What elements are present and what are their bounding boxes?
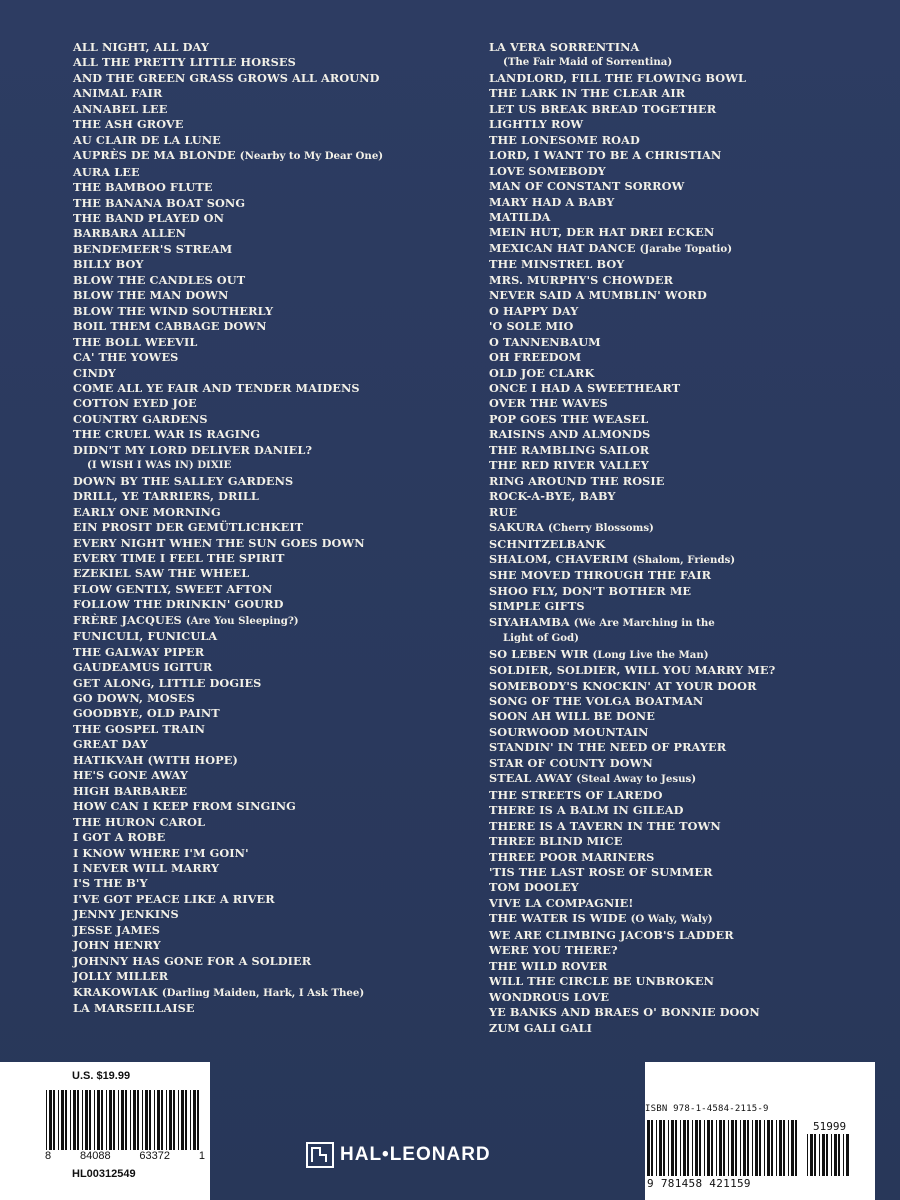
barcode-bar [764,1120,765,1176]
barcode-bar [190,1090,191,1150]
catalog-number: HL00312549 [72,1168,136,1180]
barcode-bar [185,1090,187,1150]
price-text: U.S. $19.99 [72,1070,131,1082]
song-title: SOURWOOD MOUNTAIN [489,724,649,739]
song-title: COTTON EYED JOE [73,396,197,411]
song-title: THE BANANA BOAT SONG [73,195,246,210]
barcode-bar [692,1120,693,1176]
song-title: SOLDIER, SOLDIER, WILL YOU MARRY ME? [489,663,776,678]
upc-digit-group: 84088 [79,1150,111,1162]
isbn-addon-number: 51999 [813,1120,847,1133]
song-title: DRILL, YE TARRIERS, DRILL [73,489,259,504]
song-title: ANIMAL FAIR [73,86,163,101]
song-title: THE HURON CAROL [73,814,206,829]
barcode-bar [671,1120,674,1176]
barcode-bar [834,1134,837,1176]
barcode-bar [46,1090,47,1150]
barcode-bar [810,1134,813,1176]
song-title: LOVE SOMEBODY [489,163,606,178]
barcode-bar [49,1090,52,1150]
barcode-bar [65,1090,67,1150]
song-title: AURA LEE [73,164,140,179]
song-title: EVERY NIGHT WHEN THE SUN GOES DOWN [73,535,365,550]
song-title: JOHN HENRY [73,938,161,953]
barcode-bar [106,1090,107,1150]
barcode-bar [53,1090,55,1150]
song-title: ALL NIGHT, ALL DAY [73,40,209,54]
barcode-bar [743,1120,746,1176]
song-title: STEAL AWAY (Steal Away to Jesus) [489,771,697,786]
song-title: ANNABEL LEE [73,101,168,116]
song-title: AUPRÈS DE MA BLONDE (Nearby to My Dear One) [73,148,384,163]
song-title: SHALOM, CHAVERIM (Shalom, Friends) [489,551,736,566]
barcode-bar [82,1090,83,1150]
barcode-bar [695,1120,698,1176]
barcode-bar [783,1120,785,1176]
song-title: EIN PROSIT DER GEMÜTLICHKEIT [73,520,304,535]
song-title: WERE YOU THERE? [489,943,618,958]
song-title: RING AROUND THE ROSIE [489,473,665,488]
song-title: MATILDA [489,209,551,224]
song-title: LET US BREAK BREAD TOGETHER [489,101,717,116]
song-title: JOLLY MILLER [73,969,169,984]
barcode-bar [687,1120,689,1176]
song-title: HATIKVAH (WITH HOPE) [73,752,238,767]
upc-digit-group: 63372 [139,1150,170,1162]
barcode-bar [169,1090,172,1150]
upc-digit-group: 1 [198,1150,205,1162]
barcode-bar [101,1090,103,1150]
song-title: SOMEBODY'S KNOCKIN' AT YOUR DOOR [489,678,757,693]
song-title: BILLY BOY [73,257,144,272]
barcode-bar [731,1120,734,1176]
song-title: LIGHTLY ROW [489,117,584,132]
song-title: THE WILD ROVER [489,958,608,973]
barcode-bar [826,1134,828,1176]
song-title: OH FREEDOM [489,350,582,365]
song-title: EVERY TIME I FEEL THE SPIRIT [73,550,285,565]
song-title: KRAKOWIAK (Darling Maiden, Hark, I Ask Thee) [73,984,365,999]
barcode-bar [767,1120,770,1176]
song-title: JESSE JAMES [73,922,161,937]
song-title: THE CRUEL WAR IS RAGING [73,427,261,442]
isbn-barcode-label [645,1062,875,1200]
barcode-bar [97,1090,100,1150]
barcode-bar [791,1120,794,1176]
song-title: SIYAHAMBA (We Are Marching in the [489,614,715,629]
song-title: LORD, I WANT TO BE A CHRISTIAN [489,148,722,163]
song-title: GO DOWN, MOSES [73,691,195,706]
barcode-bar [70,1090,71,1150]
barcode-bar [704,1120,705,1176]
song-title: THE ASH GROVE [73,117,184,132]
song-title: 'TIS THE LAST ROSE OF SUMMER [489,865,713,880]
publisher-logo [306,1142,491,1168]
song-title: JOHNNY HAS GONE FOR A SOLDIER [73,953,312,968]
barcode-bar [759,1120,761,1176]
barcode-bar [668,1120,669,1176]
song-title: RUE [489,504,518,519]
barcode-bar [125,1090,127,1150]
barcode-bar [157,1090,160,1150]
song-title: SO LEBEN WIR (Long Live the Man) [489,646,709,661]
barcode-bar [675,1120,677,1176]
song-title: NEVER SAID A MUMBLIN' WORD [489,288,707,303]
song-title: THE RAMBLING SAILOR [489,442,650,457]
barcode-bar [651,1120,653,1176]
song-title: I'S THE B'Y [73,876,148,891]
song-title: HIGH BARBAREE [73,783,188,798]
song-title: AU CLAIR DE LA LUNE [73,132,221,147]
song-title: MEXICAN HAT DANCE (Jarabe Topatio) [489,240,733,255]
song-title: BARBARA ALLEN [73,226,186,241]
barcode-bar [121,1090,124,1150]
barcode-bar [771,1120,773,1176]
song-title: THE BAMBOO FLUTE [73,180,213,195]
barcode-bar [77,1090,79,1150]
isbn-barcode [645,1120,805,1176]
song-title: GOODBYE, OLD PAINT [73,706,220,721]
barcode-bar [89,1090,91,1150]
barcode-bar [788,1120,789,1176]
upc-digit-group: 8 [45,1150,52,1162]
barcode-bar [61,1090,64,1150]
song-title: DIDN'T MY LORD DELIVER DANIEL? [73,442,313,457]
barcode-bar [193,1090,196,1150]
song-title: (The Fair Maid of Sorrentina) [503,56,673,69]
song-title: ONCE I HAD A SWEETHEART [489,380,681,395]
song-title: MEIN HUT, DER HAT DREI ECKEN [489,225,715,240]
song-title: ALL THE PRETTY LITTLE HORSES [73,55,296,70]
song-title: LA VERA SORRENTINA [489,40,640,54]
barcode-bar [142,1090,143,1150]
song-title: LA MARSEILLAISE [73,1001,195,1016]
song-title: I NEVER WILL MARRY [73,861,220,876]
song-list-left [73,40,473,1017]
song-title: 'O SOLE MIO [489,319,574,334]
barcode-bar [197,1090,199,1150]
song-title: AND THE GREEN GRASS GROWS ALL AROUND [73,70,380,85]
barcode-bar [118,1090,119,1150]
song-title: HOW CAN I KEEP FROM SINGING [73,799,296,814]
barcode-bar [659,1120,662,1176]
song-title: COUNTRY GARDENS [73,411,208,426]
song-title: MAN OF CONSTANT SORROW [489,179,685,194]
barcode-bar [719,1120,722,1176]
isbn-digits: 9 781458 421159 [647,1177,751,1190]
song-title: THE GOSPEL TRAIN [73,721,206,736]
song-title: STANDIN' IN THE NEED OF PRAYER [489,740,727,755]
song-title: BLOW THE MAN DOWN [73,288,229,303]
barcode-bar [776,1120,777,1176]
song-title: O HAPPY DAY [489,303,579,318]
song-title: WILL THE CIRCLE BE UNBROKEN [489,974,715,989]
barcode-bar [130,1090,131,1150]
barcode-bar [166,1090,167,1150]
song-title: THE BAND PLAYED ON [73,210,225,225]
barcode-bar [178,1090,179,1150]
song-title: CINDY [73,365,116,380]
barcode-bar [85,1090,88,1150]
hal-leonard-logo-icon [306,1142,334,1168]
song-title: EARLY ONE MORNING [73,504,221,519]
barcode-bar [814,1134,816,1176]
barcode-bar [161,1090,163,1150]
barcode-bar [740,1120,741,1176]
price-barcode-label [0,1062,210,1200]
barcode-bar [755,1120,758,1176]
song-title: O TANNENBAUM [489,334,601,349]
song-title: Light of God) [503,632,579,645]
song-title: I KNOW WHERE I'M GOIN' [73,845,249,860]
barcode-bar [133,1090,136,1150]
song-title: SOON AH WILL BE DONE [489,709,655,724]
song-title: I'VE GOT PEACE LIKE A RIVER [73,891,275,906]
barcode-bar [109,1090,112,1150]
song-title: OLD JOE CLARK [489,365,595,380]
song-title: GAUDEAMUS IGITUR [73,660,213,675]
song-title: POP GOES THE WEASEL [489,411,649,426]
barcode-bar [173,1090,175,1150]
song-title: STAR OF COUNTY DOWN [489,755,653,770]
barcode-bar [113,1090,115,1150]
barcode-bar [154,1090,155,1150]
song-title: THREE POOR MARINERS [489,849,655,864]
song-title: SIMPLE GIFTS [489,599,585,614]
song-title: THE WATER IS WIDE (O Waly, Waly) [489,911,713,926]
song-title: JENNY JENKINS [73,907,179,922]
song-title: SAKURA (Cherry Blossoms) [489,520,654,535]
barcode-bar [735,1120,737,1176]
song-title: CA' THE YOWES [73,350,179,365]
song-title: VIVE LA COMPAGNIE! [489,895,634,910]
barcode-bar [699,1120,701,1176]
song-title: YE BANKS AND BRAES O' BONNIE DOON [489,1005,760,1020]
barcode-bar [647,1120,650,1176]
upc-digits [45,1150,205,1162]
song-title: THE BOLL WEEVIL [73,334,198,349]
song-title: THERE IS A BALM IN GILEAD [489,803,684,818]
song-title: MARY HAD A BABY [489,194,615,209]
barcode-bar [707,1120,710,1176]
song-title: THE LARK IN THE CLEAR AIR [489,86,686,101]
song-title: DOWN BY THE SALLEY GARDENS [73,473,294,488]
barcode-bar [656,1120,657,1176]
song-title: GET ALONG, LITTLE DOGIES [73,675,262,690]
song-title: THE MINSTREL BOY [489,257,625,272]
barcode-bar [819,1134,820,1176]
barcode-bar [807,1134,808,1176]
song-title: FUNICULI, FUNICULA [73,629,218,644]
barcode-bar [711,1120,713,1176]
barcode-bar [58,1090,59,1150]
song-title: FRÈRE JACQUES (Are You Sleeping?) [73,612,299,627]
song-title: TOM DOOLEY [489,880,579,895]
song-title: (I WISH I WAS IN) DIXIE [87,459,232,472]
song-title: THE GALWAY PIPER [73,644,205,659]
barcode-bar [73,1090,76,1150]
isbn-text: ISBN 978-1-4584-2115-9 [645,1104,769,1114]
song-title: ZUM GALI GALI [489,1020,593,1035]
song-title: THE RED RIVER VALLEY [489,458,649,473]
barcode-bar [663,1120,665,1176]
song-title: BLOW THE CANDLES OUT [73,272,246,287]
song-title: WONDROUS LOVE [489,989,610,1004]
song-title: ROCK-A-BYE, BABY [489,489,616,504]
barcode-bar [716,1120,717,1176]
song-title: HE'S GONE AWAY [73,768,189,783]
song-title: COME ALL YE FAIR AND TENDER MAIDENS [73,380,360,395]
song-title: THERE IS A TAVERN IN THE TOWN [489,818,721,833]
song-title: SHE MOVED THROUGH THE FAIR [489,568,712,583]
barcode-bar [680,1120,681,1176]
song-title: THREE BLIND MICE [489,834,623,849]
song-title: EZEKIEL SAW THE WHEEL [73,566,250,581]
barcode-bar [94,1090,95,1150]
song-title: OVER THE WAVES [489,396,608,411]
isbn-addon-barcode [805,1134,855,1176]
barcode-bar [747,1120,749,1176]
barcode-bar [831,1134,832,1176]
song-title: FOLLOW THE DRINKIN' GOURD [73,597,284,612]
barcode-bar [795,1120,797,1176]
barcode-bar [137,1090,139,1150]
barcode-bar [149,1090,151,1150]
song-title: BENDEMEER'S STREAM [73,241,233,256]
barcode-bar [181,1090,184,1150]
song-list-right [489,40,779,1036]
song-title: SCHNITZELBANK [489,536,606,551]
song-title: GREAT DAY [73,737,149,752]
song-title: I GOT A ROBE [73,830,166,845]
song-title: SHOO FLY, DON'T BOTHER ME [489,583,692,598]
song-title: BLOW THE WIND SOUTHERLY [73,303,274,318]
barcode-bar [728,1120,729,1176]
song-title: THE LONESOME ROAD [489,132,640,147]
song-title: THE STREETS OF LAREDO [489,787,663,802]
barcode-bar [846,1134,849,1176]
song-title: SONG OF THE VOLGA BOATMAN [489,694,704,709]
song-title: MRS. MURPHY'S CHOWDER [489,272,674,287]
barcode-bar [822,1134,825,1176]
barcode-bar [752,1120,753,1176]
barcode-bar [838,1134,840,1176]
song-title: WE ARE CLIMBING JACOB'S LADDER [489,927,734,942]
song-title: BOIL THEM CABBAGE DOWN [73,319,267,334]
barcode-bar [723,1120,725,1176]
barcode-bar [683,1120,686,1176]
song-title: LANDLORD, FILL THE FLOWING BOWL [489,70,747,85]
song-title: RAISINS AND ALMONDS [489,427,651,442]
publisher-name: HAL•LEONARD [340,1144,491,1165]
barcode-bar [145,1090,148,1150]
barcode-bar [779,1120,782,1176]
barcode-bar [843,1134,844,1176]
upc-barcode [44,1090,209,1150]
song-title: FLOW GENTLY, SWEET AFTON [73,581,273,596]
